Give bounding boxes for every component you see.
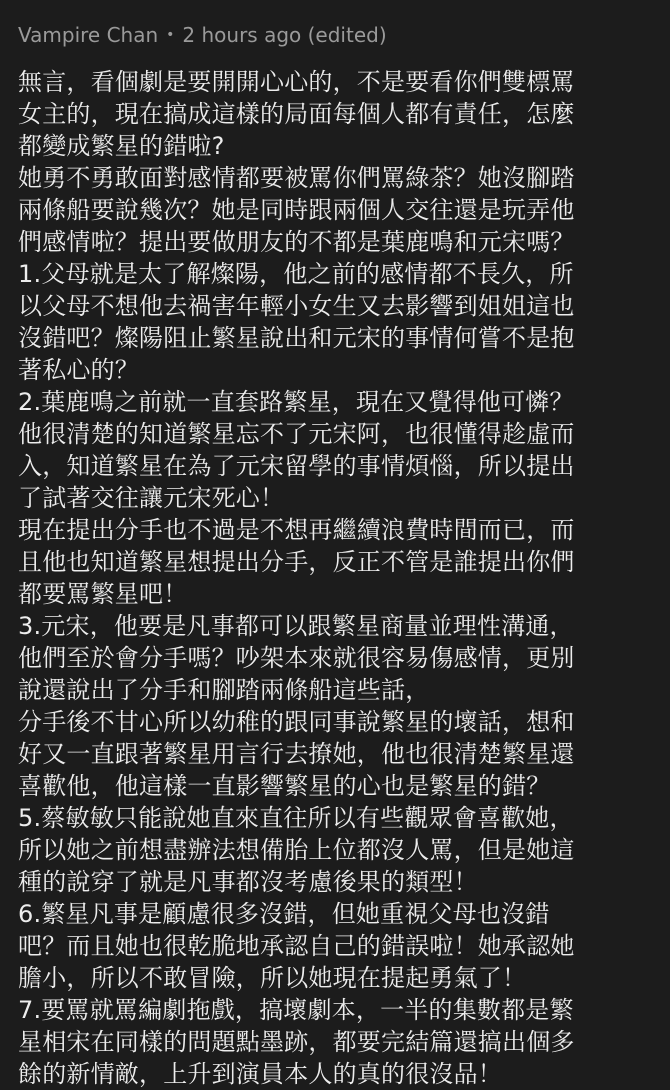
comment-line: 星相宋在同樣的問題點墨跡，都要完結篇還搞出個多 <box>18 1028 575 1056</box>
comment-author[interactable]: Vampire Chan <box>18 23 159 47</box>
comment-line: 了試著交往讓元宋死心！ <box>18 484 285 512</box>
comment-timestamp: 2 hours ago (edited) <box>182 23 387 47</box>
comment-line: 分手後不甘心所以幼稚的跟同事說繁星的壞話，想和 <box>18 708 575 736</box>
comment-line: 好又一直跟著繁星用言行去撩她，他也很清楚繁星還 <box>18 740 575 768</box>
comment-line: 2.葉鹿鳴之前就一直套路繁星，現在又覺得他可憐？ <box>18 388 574 416</box>
comment-line: 吧？而且她也很乾脆地承認自己的錯誤啦！她承認她 <box>18 932 575 960</box>
comment-line: 以父母不想他去禍害年輕小女生又去影響到姐姐這也 <box>18 292 575 320</box>
comment-line: 沒錯吧？燦陽阻止繁星說出和元宋的事情何嘗不是抱 <box>18 324 575 352</box>
comment-line: 兩條船要說幾次？她是同時跟兩個人交往還是玩弄他 <box>18 196 575 224</box>
comment-line: 且他也知道繁星想提出分手，反正不管是誰提出你們 <box>18 548 575 576</box>
comment-line: 都變成繁星的錯啦? <box>18 132 225 160</box>
comment-body <box>18 66 652 1090</box>
comment-line: 入，知道繁星在為了元宋留學的事情煩惱，所以提出 <box>18 452 575 480</box>
comment-line: 餘的新情敵，上升到演員本人的真的很沒品！ <box>18 1060 502 1088</box>
comment-header <box>18 20 652 50</box>
comment-line: 6.繁星凡事是顧慮很多沒錯，但她重視父母也沒錯 <box>18 900 550 928</box>
comment-line: 現在提出分手也不過是不想再繼續浪費時間而已，而 <box>18 516 575 544</box>
comment-line: 說還說出了分手和腳踏兩條船這些話， <box>18 676 430 704</box>
comment-line: 7.要罵就罵編劇拖戲，搞壞劇本，一半的集數都是繁 <box>18 996 574 1024</box>
comment-line: 5.蔡敏敏只能說她直來直往所以有些觀眾會喜歡她， <box>18 804 574 832</box>
comment-line: 們感情啦？提出要做朋友的不都是葉鹿鳴和元宋嗎？ <box>18 228 575 256</box>
comment-line: 她勇不勇敢面對感情都要被罵你們罵綠茶？她沒腳踏 <box>18 164 575 192</box>
meta-separator: • <box>166 27 175 43</box>
comment-line: 他很清楚的知道繁星忘不了元宋阿，也很懂得趁虛而 <box>18 420 575 448</box>
comment-line: 所以她之前想盡辦法想備胎上位都沒人罵，但是她這 <box>18 836 575 864</box>
comment-line: 種的說穿了就是凡事都沒考慮後果的類型！ <box>18 868 478 896</box>
comment-line: 喜歡他，他這樣一直影響繁星的心也是繁星的錯？ <box>18 772 551 800</box>
comment-line: 膽小，所以不敢冒險，所以她現在提起勇氣了！ <box>18 964 527 992</box>
comment-line: 3.元宋，他要是凡事都可以跟繁星商量並理性溝通， <box>18 612 574 640</box>
comment-line: 女主的，現在搞成這樣的局面每個人都有責任，怎麼 <box>18 100 575 128</box>
comment-line: 他們至於會分手嗎？吵架本來就很容易傷感情，更別 <box>18 644 575 672</box>
comment-line: 無言，看個劇是要開開心心的，不是要看你們雙標罵 <box>18 68 575 96</box>
comment-line: 著私心的？ <box>18 356 139 384</box>
comment-line: 1.父母就是太了解燦陽，他之前的感情都不長久，所 <box>18 260 574 288</box>
comment-line: 都要罵繁星吧！ <box>18 580 188 608</box>
